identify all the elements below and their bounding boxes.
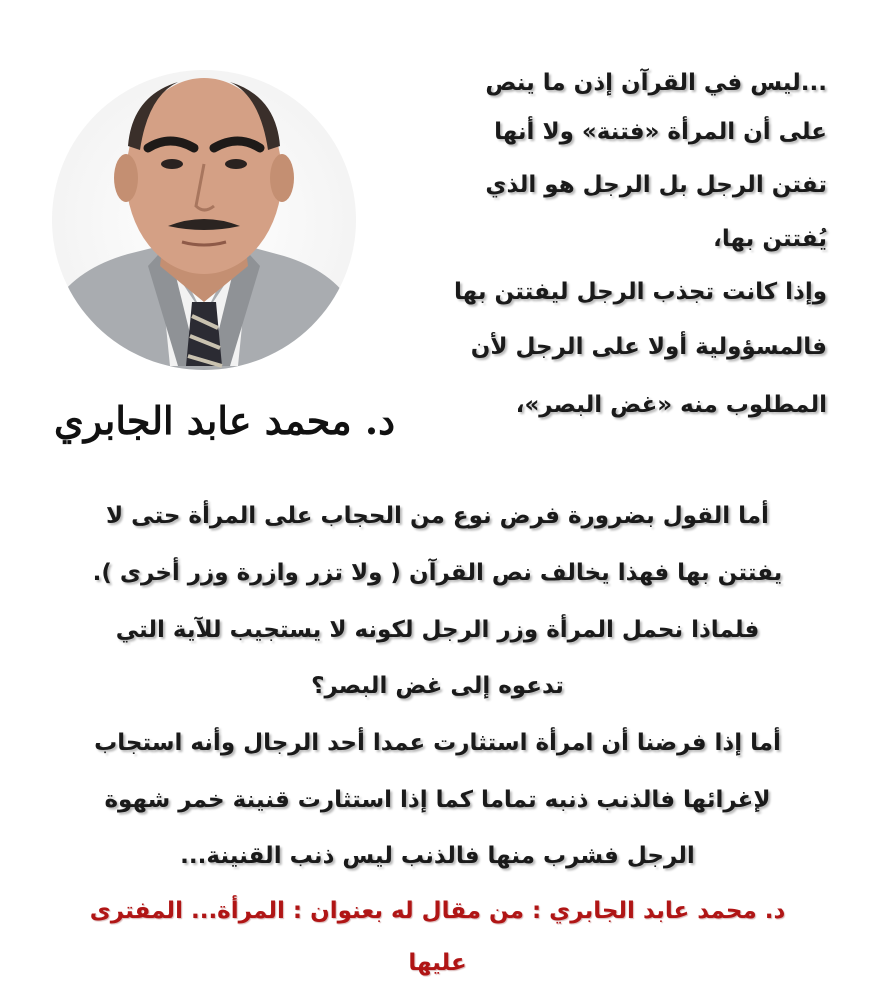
body-line: الرجل فشرب منها فالذنب ليس ذنب القنينة... [180,843,695,869]
quote-line: وإذا كانت تجذب الرجل ليفتتن بها [454,279,827,305]
quote-line: فالمسؤولية أولا على الرجل لأن [470,334,827,360]
body-line: فلماذا نحمل المرأة وزر الرجل لكونه لا يستجيب للآية التي [115,617,760,643]
man-portrait-icon [48,66,360,374]
body-line: تدعوه إلى غض البصر؟ [311,673,564,699]
quote-line: تفتن الرجل بل الرجل هو الذي [485,172,827,198]
body-line: أما القول بضرورة فرض نوع من الحجاب على المرأة حتى لا [106,503,769,529]
source-citation: عليها [408,950,467,976]
source-citation: د. محمد عابد الجابري : من مقال له بعنوان : المرأة... المفترى [89,898,786,924]
quote-line: على أن المرأة «فتنة» ولا أنها [494,119,827,145]
body-line: يفتتن بها فهذا يخالف نص القرآن ( ولا تزر وازرة وزر أخرى ). [92,560,783,586]
quote-line: المطلوب منه «غض البصر»، [515,392,827,418]
quote-line: ...ليس في القرآن إذن ما ينص [485,70,827,96]
quote-line: يُفتتن بها، [713,226,827,252]
author-name-caption: د. محمد عابد الجابري [54,398,395,443]
body-line: لإغرائها فالذنب ذنبه تماما كما إذا استثارت قنينة خمر شهوة [104,787,771,813]
body-line: أما إذا فرضنا أن امرأة استثارت عمدا أحد الرجال وأنه استجاب [94,730,781,756]
